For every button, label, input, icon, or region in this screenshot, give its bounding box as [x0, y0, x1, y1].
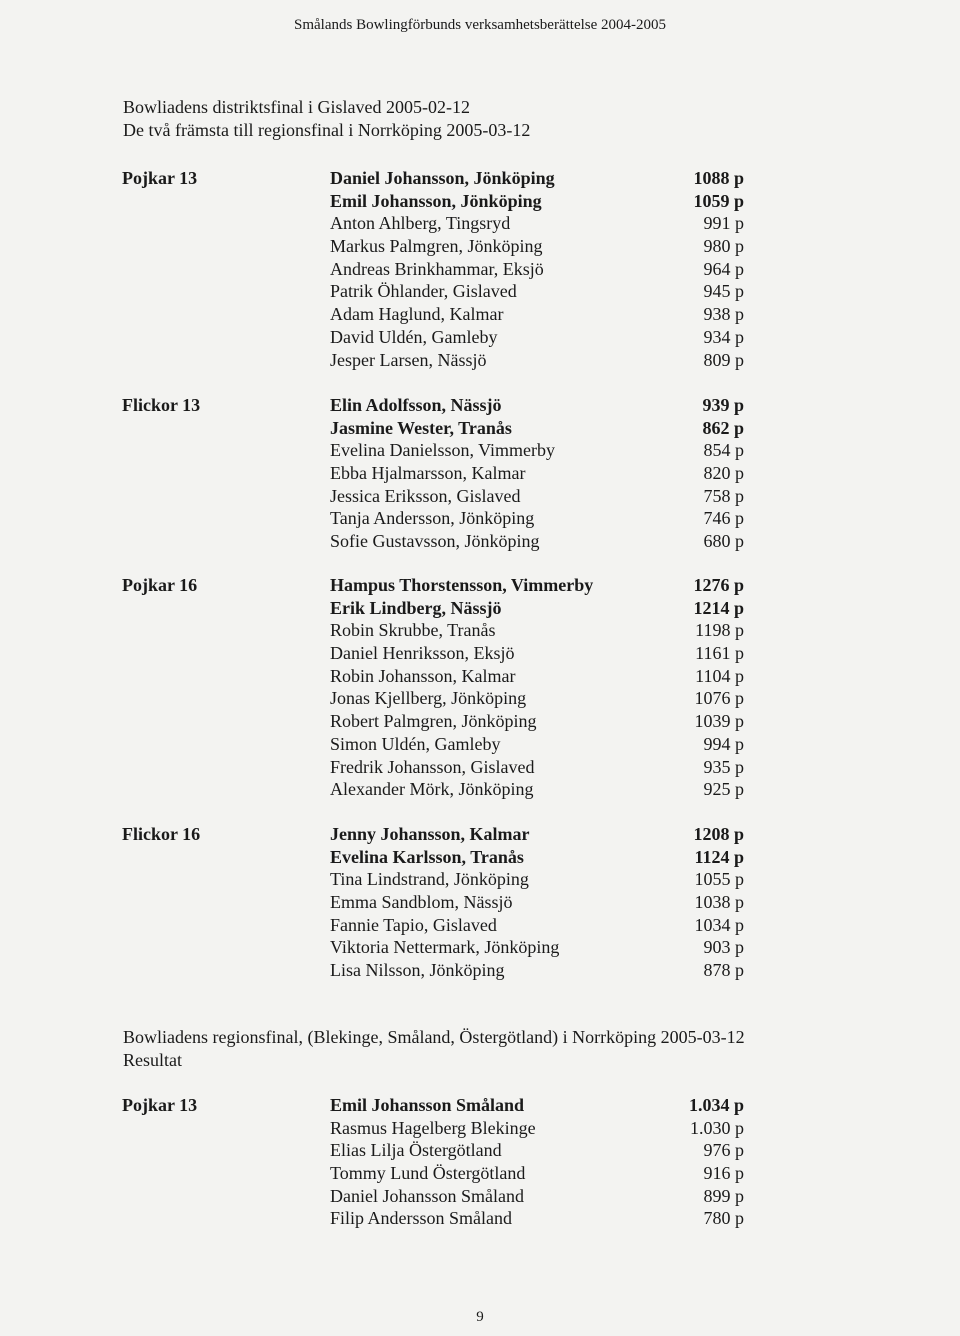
player-name: Filip Andersson Småland: [330, 1208, 513, 1229]
result-row: [330, 167, 750, 190]
player-name: Elias Lilja Östergötland: [330, 1140, 502, 1161]
player-score: 934 p: [703, 326, 744, 347]
result-list: [330, 1094, 750, 1230]
player-name: David Uldén, Gamleby: [330, 326, 498, 347]
player-name: Daniel Johansson Småland: [330, 1185, 524, 1206]
player-score: 1039 p: [694, 711, 744, 732]
result-row: [330, 1139, 750, 1162]
player-score: 1276 p: [693, 575, 744, 595]
intro-text: [123, 96, 530, 142]
player-score: 980 p: [703, 236, 744, 257]
player-score: 1.030 p: [690, 1117, 744, 1138]
region-line-1: Bowliadens regionsfinal, (Blekinge, Småland, Östergötland) i Norrköping 2005-03-12: [123, 1027, 745, 1047]
player-score: 1161 p: [695, 643, 744, 664]
player-name: Alexander Mörk, Jönköping: [330, 779, 534, 800]
result-row: [330, 190, 750, 213]
result-row: [330, 235, 750, 258]
player-score: 939 p: [702, 395, 744, 415]
player-score: 945 p: [703, 281, 744, 302]
player-name: Viktoria Nettermark, Jönköping: [330, 937, 560, 958]
player-name: Anton Ahlberg, Tingsryd: [330, 213, 511, 234]
player-score: 938 p: [703, 304, 744, 325]
page-number: 9: [476, 1309, 484, 1325]
player-name: Jesper Larsen, Nässjö: [330, 349, 487, 370]
player-name: Ebba Hjalmarsson, Kalmar: [330, 463, 526, 484]
player-name: Emil Johansson Småland: [330, 1095, 525, 1115]
result-row: [330, 394, 750, 417]
result-row: [330, 959, 750, 982]
result-row: [330, 1185, 750, 1208]
result-row: [330, 868, 750, 891]
result-row: [330, 846, 750, 869]
category-label: Flickor 13: [122, 395, 201, 415]
result-row: [330, 280, 750, 303]
player-score: 1038 p: [694, 892, 744, 913]
player-score: 899 p: [703, 1185, 744, 1206]
result-row: [330, 665, 750, 688]
result-row: [330, 485, 750, 508]
result-row: [330, 936, 750, 959]
result-row: [330, 733, 750, 756]
result-row: [330, 462, 750, 485]
player-score: 758 p: [703, 485, 744, 506]
player-score: 854 p: [703, 440, 744, 461]
result-row: [330, 597, 750, 620]
result-row: [330, 258, 750, 281]
result-list: [330, 823, 750, 982]
result-row: [330, 1117, 750, 1140]
player-name: Tanja Andersson, Jönköping: [330, 508, 535, 529]
player-name: Hampus Thorstensson, Vimmerby: [330, 575, 594, 595]
player-score: 1088 p: [693, 168, 744, 188]
player-name: Robin Skrubbe, Tranås: [330, 620, 496, 641]
result-row: [330, 891, 750, 914]
result-row: [330, 778, 750, 801]
player-score: 903 p: [703, 937, 744, 958]
category-label: Pojkar 16: [122, 575, 198, 595]
player-name: Markus Palmgren, Jönköping: [330, 236, 543, 257]
region-line-2: Resultat: [123, 1050, 182, 1070]
player-name: Erik Lindberg, Nässjö: [330, 597, 502, 618]
region-heading: [123, 1026, 745, 1072]
player-name: Jasmine Wester, Tranås: [330, 417, 512, 438]
result-row: [330, 507, 750, 530]
result-list: [330, 574, 750, 801]
player-score: 1208 p: [693, 824, 744, 844]
player-name: Robin Johansson, Kalmar: [330, 665, 516, 686]
result-row: [330, 439, 750, 462]
player-score: 991 p: [703, 213, 744, 234]
player-name: Evelina Karlsson, Tranås: [330, 846, 524, 867]
player-score: 878 p: [703, 960, 744, 981]
player-score: 820 p: [703, 463, 744, 484]
result-list: [330, 394, 750, 553]
player-name: Sofie Gustavsson, Jönköping: [330, 531, 540, 552]
player-score: 1034 p: [694, 914, 744, 935]
player-score: 1076 p: [694, 688, 744, 709]
player-score: 1198 p: [695, 620, 744, 641]
result-row: [330, 642, 750, 665]
player-name: Simon Uldén, Gamleby: [330, 733, 501, 754]
result-list: [330, 167, 750, 371]
player-score: 976 p: [703, 1140, 744, 1161]
player-name: Fredrik Johansson, Gislaved: [330, 756, 535, 777]
result-row: [330, 1207, 750, 1230]
page-header: Smålands Bowlingförbunds verksamhetsberättelse 2004-2005: [293, 17, 667, 33]
result-row: [330, 1094, 750, 1117]
result-row: [330, 823, 750, 846]
player-score: 964 p: [703, 258, 744, 279]
category-label: Flickor 16: [122, 824, 201, 844]
player-score: 1059 p: [693, 190, 744, 211]
result-row: [330, 349, 750, 372]
player-name: Lisa Nilsson, Jönköping: [330, 960, 505, 981]
intro-line-2: De två främsta till regionsfinal i Norrköping 2005-03-12: [123, 120, 531, 140]
player-score: 680 p: [703, 531, 744, 552]
player-score: 935 p: [703, 756, 744, 777]
category-label: Pojkar 13: [122, 168, 198, 188]
player-name: Adam Haglund, Kalmar: [330, 304, 504, 325]
category-label: Pojkar 13: [122, 1095, 198, 1115]
player-name: Robert Palmgren, Jönköping: [330, 711, 537, 732]
result-row: [330, 417, 750, 440]
player-score: 809 p: [703, 349, 744, 370]
result-row: [330, 574, 750, 597]
player-score: 1.034 p: [688, 1095, 744, 1115]
player-score: 925 p: [703, 779, 744, 800]
player-score: 1214 p: [693, 597, 744, 618]
result-row: [330, 212, 750, 235]
player-score: 746 p: [703, 508, 744, 529]
player-name: Tina Lindstrand, Jönköping: [330, 869, 529, 890]
player-score: 1124 p: [694, 846, 744, 867]
player-score: 862 p: [702, 417, 744, 438]
result-row: [330, 756, 750, 779]
player-name: Tommy Lund Östergötland: [330, 1163, 526, 1184]
player-name: Jenny Johansson, Kalmar: [330, 824, 530, 844]
result-row: [330, 303, 750, 326]
player-score: 1104 p: [695, 665, 744, 686]
result-row: [330, 530, 750, 553]
player-score: 780 p: [703, 1208, 744, 1229]
player-name: Patrik Öhlander, Gislaved: [330, 281, 517, 302]
player-name: Daniel Johansson, Jönköping: [330, 168, 555, 188]
intro-line-1: Bowliadens distriktsfinal i Gislaved 2005-02-12: [123, 97, 470, 117]
player-name: Evelina Danielsson, Vimmerby: [330, 440, 556, 461]
player-name: Fannie Tapio, Gislaved: [330, 914, 497, 935]
result-row: [330, 619, 750, 642]
player-name: Andreas Brinkhammar, Eksjö: [330, 258, 544, 279]
player-name: Daniel Henriksson, Eksjö: [330, 643, 515, 664]
result-row: [330, 914, 750, 937]
player-name: Elin Adolfsson, Nässjö: [330, 395, 502, 415]
player-name: Emma Sandblom, Nässjö: [330, 892, 513, 913]
player-name: Jessica Eriksson, Gislaved: [330, 485, 521, 506]
player-name: Emil Johansson, Jönköping: [330, 190, 542, 211]
player-name: Jonas Kjellberg, Jönköping: [330, 688, 527, 709]
player-score: 1055 p: [694, 869, 744, 890]
result-row: [330, 710, 750, 733]
result-row: [330, 1162, 750, 1185]
player-score: 994 p: [703, 733, 744, 754]
player-name: Rasmus Hagelberg Blekinge: [330, 1117, 536, 1138]
result-row: [330, 687, 750, 710]
player-score: 916 p: [703, 1163, 744, 1184]
result-row: [330, 326, 750, 349]
